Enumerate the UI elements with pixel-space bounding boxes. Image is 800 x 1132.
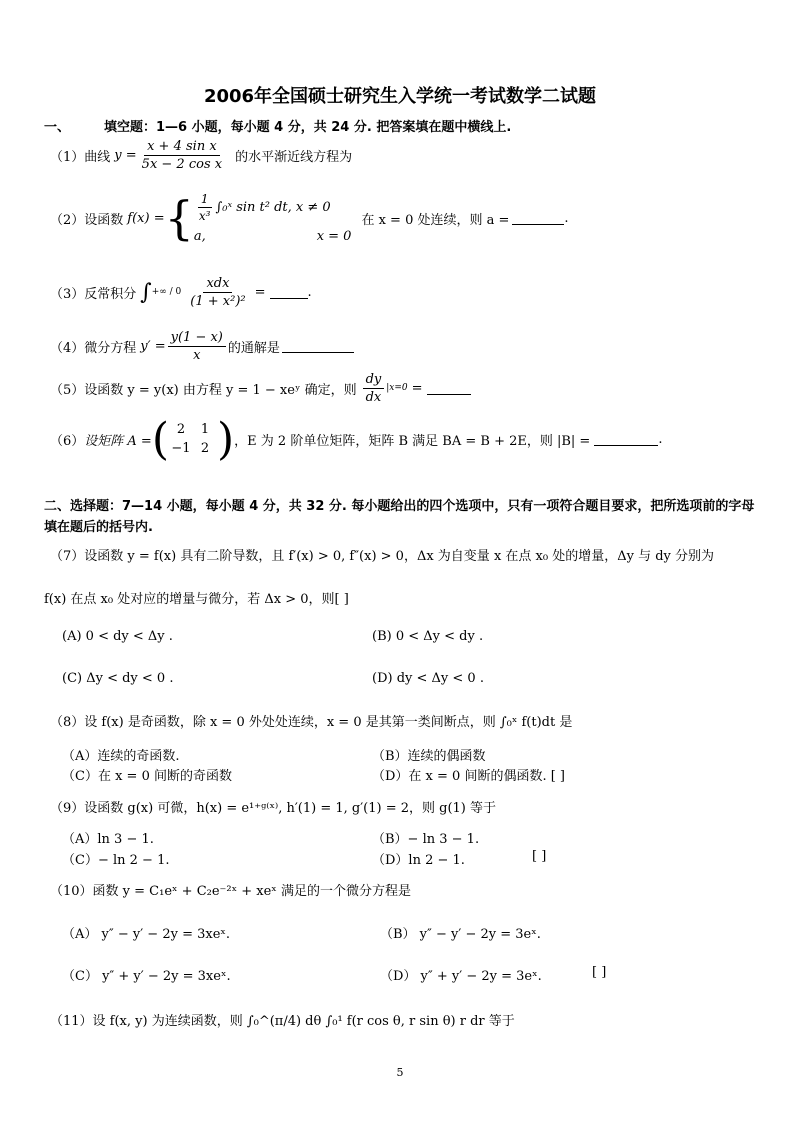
page-number: 5 xyxy=(396,1066,404,1079)
question-5 xyxy=(50,368,471,408)
question-6 xyxy=(50,414,662,464)
q7-option-a[interactable]: (A) 0 < dy < Δy . xyxy=(62,629,173,644)
q1-post: 的水平渐近线方程为 xyxy=(235,149,353,165)
question-4 xyxy=(50,326,354,366)
q2-post: 在 x = 0 处连续，则 a = xyxy=(361,212,510,228)
q5-label: （5） xyxy=(50,382,85,398)
question-2 xyxy=(50,186,569,250)
q1-y-eq: y = xyxy=(114,147,137,163)
q7-stem-line2: f(x) 在点 x₀ 处对应的增量与微分，若 Δx > 0，则[ ] xyxy=(44,592,349,607)
q10-option-d[interactable]: （D） y″ + y′ − 2y = 3eˣ. xyxy=(380,969,542,984)
q8-option-b[interactable]: （B）连续的偶函数 xyxy=(372,749,486,764)
q6-left-paren: ( xyxy=(151,413,169,465)
q9-option-c[interactable]: （C）− ln 2 − 1. xyxy=(62,853,170,868)
q1-numerator: x + 4 sin x xyxy=(144,139,220,156)
q6-end: . xyxy=(658,431,663,447)
q4-pre: 微分方程 xyxy=(84,340,137,356)
q10-stem: （10）函数 y = C₁eˣ + C₂e⁻²ˣ + xeˣ 满足的一个微分方程是 xyxy=(50,884,411,899)
q7-option-b[interactable]: (B) 0 < Δy < dy . xyxy=(372,629,484,644)
q3-answer-blank[interactable] xyxy=(270,286,308,299)
q3-pre: 反常积分 xyxy=(84,286,137,302)
q5-denominator: dx xyxy=(365,389,382,405)
q1-fraction xyxy=(139,139,225,172)
q3-limits: +∞ / 0 xyxy=(151,287,182,297)
q5-answer-blank[interactable] xyxy=(427,382,471,395)
q3-numerator: xdx xyxy=(203,276,232,293)
q2-case1-expr: ∫₀ˣ sin t² dt, x ≠ 0 xyxy=(215,200,331,215)
q2-f: f(x) = xyxy=(127,210,165,226)
q2-end: . xyxy=(564,210,569,226)
q6-matrix-cell: 2 xyxy=(176,422,186,437)
q6-answer-blank[interactable] xyxy=(594,433,658,446)
q10-option-a[interactable]: （A） y″ − y′ − 2y = 3xeˣ. xyxy=(62,927,231,942)
q9-stem: （9）设函数 g(x) 可微，h(x) = e¹⁺ᵍ⁽ˣ⁾, h′(1) = 1, g′(1) = 2，则 g(1) 等于 xyxy=(50,801,497,816)
q2-label: （2） xyxy=(50,212,85,228)
question-1 xyxy=(50,136,352,174)
q1-pre: 曲线 xyxy=(84,149,111,165)
q6-label: （6） xyxy=(50,433,85,449)
q4-numerator: y(1 − x) xyxy=(168,330,226,347)
q10-option-c[interactable]: （C） y″ + y′ − 2y = 3xeˣ. xyxy=(62,969,231,984)
q6-post: ，E 为 2 阶单位矩阵，矩阵 B 满足 BA = B + 2E，则 |B| = xyxy=(234,433,591,449)
q1-denominator: 5x − 2 cos x xyxy=(141,156,223,172)
q6-matrix-cell: 1 xyxy=(200,422,210,437)
q5-pre: 设函数 y = y(x) 由方程 y = 1 − xeʸ 确定，则 xyxy=(84,382,357,398)
q3-equals: = xyxy=(254,284,266,300)
q8-option-d[interactable]: （D）在 x = 0 间断的偶函数. [ ] xyxy=(372,769,565,784)
q4-answer-blank[interactable] xyxy=(282,340,354,353)
q10-option-b[interactable]: （B） y″ − y′ − 2y = 3eˣ. xyxy=(380,927,541,942)
q2-case2-a: a, xyxy=(193,229,206,244)
q4-fraction xyxy=(168,330,226,363)
q4-lhs: y′ = xyxy=(140,338,166,354)
q5-equals: = xyxy=(411,380,423,396)
q8-option-c[interactable]: （C）在 x = 0 间断的奇函数 xyxy=(62,769,232,784)
q10-answer-bracket[interactable]: [ ] xyxy=(592,965,607,980)
q7-stem-line1: （7）设函数 y = f(x) 具有二阶导数，且 f′(x) > 0, f″(x) > 0，Δx 为自变量 x 在点 x₀ 处的增量，Δy 与 dy 分别为 xyxy=(50,549,715,564)
q6-matrix-cell: −1 xyxy=(171,441,191,456)
q3-end: . xyxy=(307,284,312,300)
q1-label: （1） xyxy=(50,149,85,165)
q6-pre: 设矩阵 A = xyxy=(84,433,152,449)
section1-header: 填空题：1—6 小题，每小题 4 分，共 24 分. 把答案填在题中横线上. xyxy=(104,120,512,135)
q3-fraction xyxy=(187,276,248,309)
section2-header: 二、选择题：7—14 小题，每小题 4 分，共 32 分. 每小题给出的四个选项中，只有一项符合题目要求，把所选项前的字母 xyxy=(44,499,755,514)
q5-numerator: dy xyxy=(363,372,385,389)
q9-option-b[interactable]: （B）− ln 3 − 1. xyxy=(372,832,480,847)
q11-stem: （11）设 f(x, y) 为连续函数，则 ∫₀^(π/4) dθ ∫₀¹ f(r cos θ, r sin θ) r dr 等于 xyxy=(50,1014,515,1029)
q8-stem: （8）设 f(x) 是奇函数，除 x = 0 外处处连续，x = 0 是其第一类间断点，则 ∫₀ˣ f(t)dt 是 xyxy=(50,715,573,730)
q2-case1-num: 1 xyxy=(198,192,212,208)
q3-integral-sign: ∫ xyxy=(140,279,152,305)
section2-header-cont: 填在题后的括号内. xyxy=(44,520,153,535)
q2-case2-cond: x = 0 xyxy=(316,229,352,244)
q6-matrix xyxy=(169,422,217,456)
q2-case1-den: x³ xyxy=(198,209,211,223)
q4-post: 的通解是 xyxy=(227,340,280,356)
page-title: 2006年全国硕士研究生入学统一考试数学二试题 xyxy=(203,86,597,107)
q2-cases xyxy=(194,192,352,244)
q2-answer-blank[interactable] xyxy=(512,212,564,225)
q4-label: （4） xyxy=(50,340,85,356)
q6-matrix-cell: 2 xyxy=(200,441,210,456)
q5-fraction xyxy=(363,372,385,405)
q9-option-a[interactable]: （A）ln 3 − 1. xyxy=(62,832,154,847)
q9-option-d[interactable]: （D）ln 2 − 1. xyxy=(372,853,465,868)
q3-denominator: (1 + x²)² xyxy=(190,293,246,309)
q4-denominator: x xyxy=(193,347,201,363)
q3-label: （3） xyxy=(50,286,85,302)
question-3 xyxy=(50,272,312,312)
section1-number: 一、 xyxy=(44,120,71,135)
q8-option-a[interactable]: （A）连续的奇函数. xyxy=(62,749,180,764)
q9-answer-bracket[interactable]: [ ] xyxy=(532,849,547,864)
q2-pre: 设函数 xyxy=(84,212,124,228)
q7-option-c[interactable]: (C) Δy < dy < 0 . xyxy=(62,671,174,686)
q7-option-d[interactable]: (D) dy < Δy < 0 . xyxy=(372,671,484,686)
q6-right-paren: ) xyxy=(217,413,235,465)
q2-brace: { xyxy=(164,191,194,245)
q5-subscript: |x=0 xyxy=(386,383,408,393)
